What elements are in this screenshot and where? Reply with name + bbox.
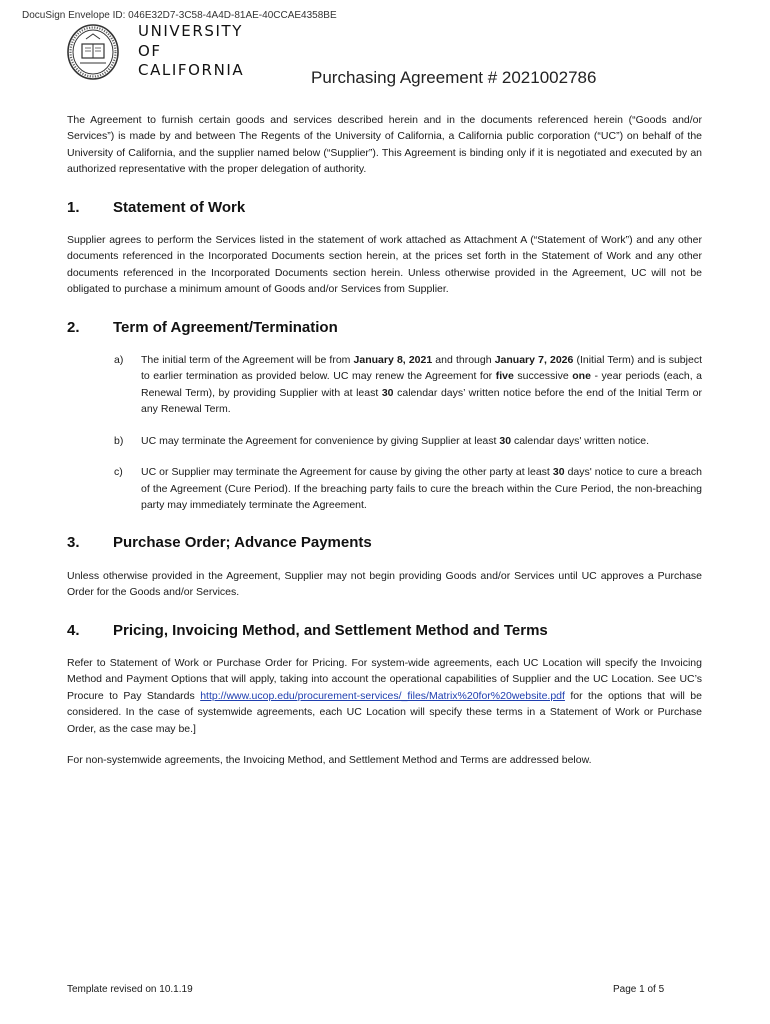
- section-1-heading: [67, 200, 702, 216]
- section-number: 3.: [67, 534, 80, 552]
- section-title: Purchase Order; Advance Payments: [113, 534, 372, 552]
- section-title: Pricing, Invoicing Method, and Settlement Method and Terms: [113, 621, 548, 639]
- item-text: UC may terminate the Agreement for convenience by giving Supplier at least 30 calendar days' written notice.: [141, 434, 650, 447]
- section-number: 4.: [67, 621, 80, 639]
- section-title: Term of Agreement/Termination: [113, 318, 338, 336]
- item-marker: b): [114, 434, 124, 447]
- page-number: Page 1 of 5: [613, 984, 665, 995]
- item-marker: a): [114, 354, 124, 367]
- term-item-c: [67, 464, 702, 513]
- procure-to-pay-link[interactable]: http://www.ucop.edu/procurement-services/_files/Matrix%20for%20website.pdf: [200, 689, 565, 702]
- template-revision-note: Template revised on 10.1.19: [67, 984, 193, 995]
- logo-line: OF: [138, 41, 162, 60]
- logo-line: UNIVERSITY: [138, 22, 244, 40]
- document-title: Purchasing Agreement # 2021002786: [311, 68, 597, 87]
- section-number: 1.: [67, 198, 80, 216]
- section-1-body: Supplier agrees to perform the Services listed in the statement of work attached as Attachment A (“Statement of Work”) and any other documents referenced in the Incorporated Documents section herein, at the prices set forth in the Statement of Work and any other documents referenced in the Incorporated Documents section herein. Unless otherwise provided in the Agreement, UC will not be obligated to purchase a minimum amount of Goods and/or Services from Supplier.: [67, 234, 702, 296]
- university-seal-icon: [66, 23, 120, 81]
- section-number: 2.: [67, 318, 80, 336]
- item-text: UC or Supplier may terminate the Agreement for cause by giving the other party at least 30 days' notice to cure a breach of the Agreement (Cure Period). If the breaching party fails to cure the breach within the Cure Period, the non-breaching party may immediately terminate the Agreement.: [141, 466, 702, 511]
- section-4-nonsystemwide: For non-systemwide agreements, the Invoicing Method, and Settlement Method and Terms are addressed below.: [67, 753, 592, 766]
- term-item-a: [67, 352, 702, 418]
- section-title: Statement of Work: [113, 198, 246, 216]
- section-3-body: Unless otherwise provided in the Agreement, Supplier may not begin providing Goods and/or Services until UC approves a Purchase Order for the Goods and/or Services.: [67, 569, 702, 599]
- logo-line: CALIFORNIA: [138, 61, 245, 79]
- term-item-b: [67, 433, 702, 449]
- item-marker: c): [114, 466, 123, 479]
- section-4-body: Refer to Statement of Work or Purchase Order for Pricing. For system-wide agreements, each UC Location will specify the Invoicing Method and Payment Options that will apply, taking into account the operational capabilities of Supplier and the UC Location. See UC’s Procure to Pay Standards http://www.ucop.edu/procurement-services/_files/Matrix%20for%20website.pdf for the options that will be considered. In the case of systemwide agreements, each UC Location will specify these terms in a Statement of Work or Purchase Order, as the case may be.]: [67, 656, 702, 735]
- university-logo: [138, 22, 244, 81]
- section-2-heading: [67, 320, 702, 336]
- intro-paragraph: The Agreement to furnish certain goods and services described herein and in the documents referenced herein (“Goods and/or Services”) is made by and between The Regents of the University of California, a California public corporation (“UC”) on behalf of the University of California, and the supplier named below (“Supplier”). This Agreement is binding only if it is negotiated and executed by an authorized representative with the proper delegation of authority.: [67, 114, 702, 176]
- item-text: The initial term of the Agreement will be from January 8, 2021 and through January 7, 2026 (Initial Term) and is subject to earlier termination as provided below. UC may renew the Agreement for five successive one - year periods (each, a Renewal Term), by providing Supplier with at least 30 calendar days’ written notice before the end of the Initial Term or any Renewal Term.: [141, 354, 702, 416]
- document-body: [67, 112, 702, 768]
- docusign-envelope-id: DocuSign Envelope ID: 046E32D7-3C58-4A4D-81AE-40CCAE4358BE: [22, 10, 337, 21]
- section-3-heading: [67, 535, 702, 551]
- section-4-heading: [67, 623, 702, 639]
